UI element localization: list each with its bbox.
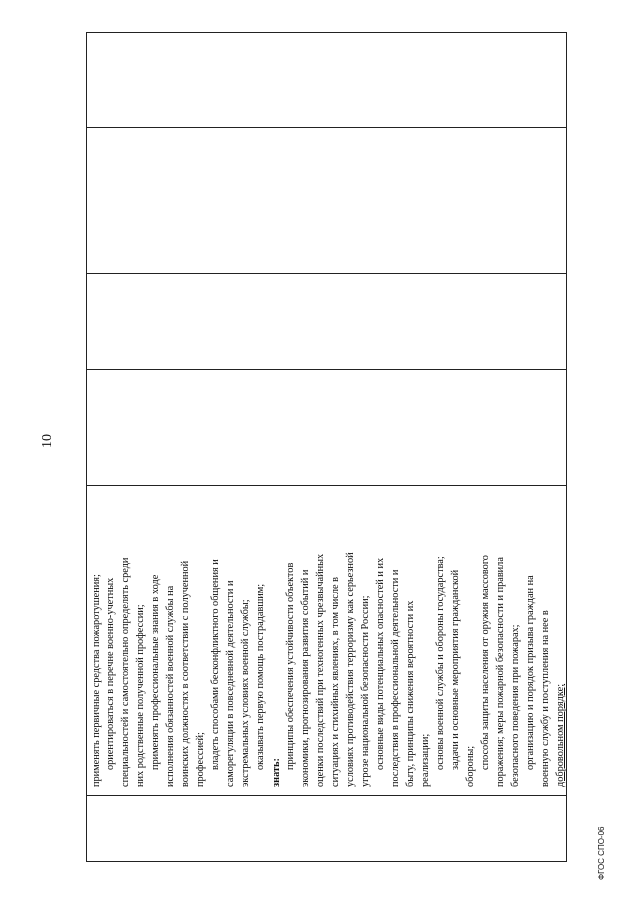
page-number: 10 — [40, 434, 55, 448]
section-heading-know: знать: — [271, 758, 282, 787]
text-line: ситуациях и стихийных явлениях, в том числе в — [330, 577, 341, 787]
text-line: экстремальных условиях военной службы; — [240, 599, 251, 787]
footer-standard-code: ФГОС СПО-06 — [597, 826, 606, 880]
text-line: основы военной службы и обороны государства; — [435, 556, 446, 770]
text-line: задачи и основные мероприятия гражданской — [450, 569, 461, 770]
text-line: добровольном порядке; — [555, 683, 566, 787]
text-line: профессией; — [195, 732, 206, 787]
row-divider — [86, 795, 567, 796]
text-line: экономики, прогнозирования развития событий и — [300, 569, 311, 787]
row-divider — [86, 127, 567, 128]
text-line: реализации; — [420, 733, 431, 787]
text-line: последствия в профессиональной деятельности и — [390, 569, 401, 787]
text-line: воинских должностях в соответствии с полученной — [180, 560, 191, 787]
row-divider — [86, 485, 567, 486]
text-line: оценки последствий при техногенных чрезвычайных — [315, 553, 326, 787]
text-line: применять профессиональные знания в ходе — [150, 574, 161, 770]
text-line: безопасного поведения при пожарах; — [510, 624, 521, 787]
text-line: саморегуляции в повседневной деятельности и — [225, 580, 236, 787]
table-border-left — [86, 32, 87, 862]
text-line: военную службу и поступления на нее в — [540, 610, 551, 787]
text-line: угрозе национальной безопасности России; — [360, 595, 371, 787]
text-line: принципы обеспечения устойчивости объектов — [285, 562, 296, 770]
text-line: быту, принципы снижения вероятности их — [405, 600, 416, 787]
text-line: них родственные полученной профессии; — [135, 604, 146, 787]
text-line: ориентироваться в перечне военно-учетных — [105, 577, 116, 770]
text-line: поражения; меры пожарной безопасности и правила — [495, 557, 506, 787]
text-line: способы защиты населения от оружия массового — [480, 555, 491, 770]
text-line: применять первичные средства пожаротушения; — [91, 574, 102, 787]
table-border-bottom — [86, 861, 567, 862]
row-divider — [86, 273, 567, 274]
text-line: обороны; — [465, 745, 476, 787]
text-line: условиях противодействия терроризму как серьезной — [345, 552, 356, 787]
text-line: владеть способами бесконфликтного общения и — [210, 559, 221, 770]
row-divider — [86, 369, 567, 370]
table-border-top — [86, 32, 567, 33]
text-line: оказывать первую помощь пострадавшим; — [255, 583, 266, 770]
text-line: организацию и порядок призыва граждан на — [525, 575, 536, 770]
text-line: специальностей и самостоятельно определять среди — [120, 557, 131, 787]
text-line: исполнения обязанностей военной службы на — [165, 585, 176, 787]
text-line: основные виды потенциальных опасностей и их — [375, 557, 386, 770]
